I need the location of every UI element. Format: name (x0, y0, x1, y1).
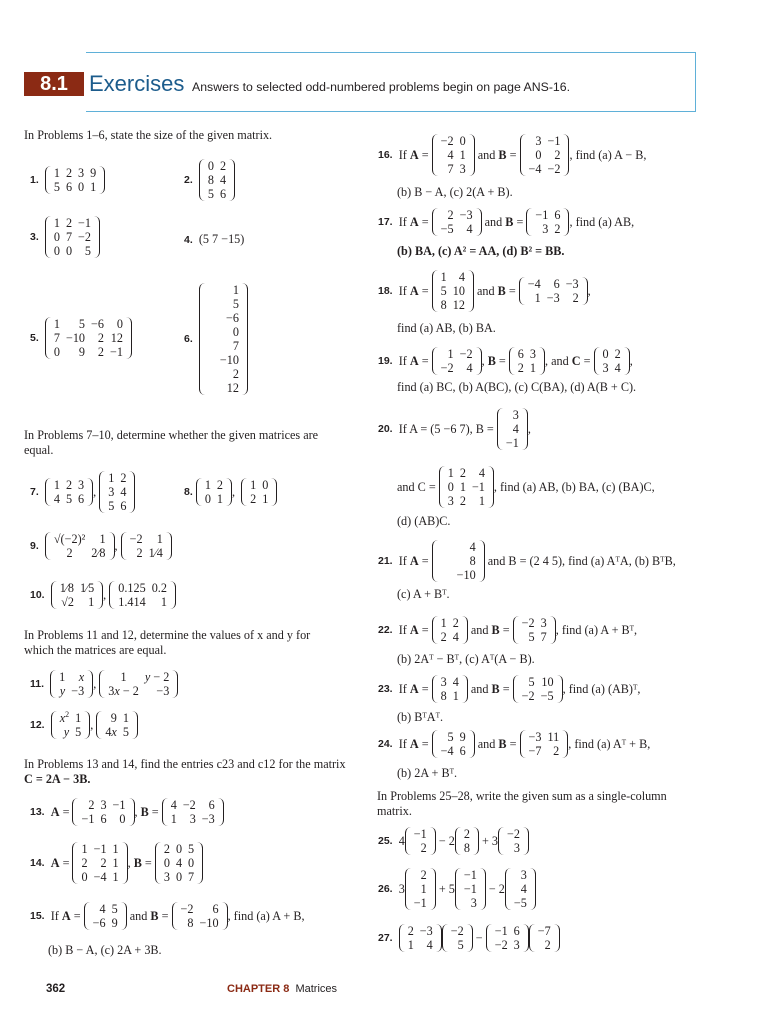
matrix: −3 11 −7 2 (520, 730, 569, 758)
matrix: 1 −2 −2 4 (432, 347, 482, 375)
matrix: 1 −1 1 2 2 1 0 −4 1 (72, 842, 127, 884)
intro-line: C = 2A − 3B. (24, 772, 91, 786)
matrix: 4 −2 6 1 3 −3 (162, 798, 224, 826)
intro-line: which the matrices are equal. (24, 643, 167, 657)
problem-number: 9. (30, 540, 39, 552)
matrix: −2 0 4 1 7 3 (432, 134, 475, 176)
matrix: 1 2 3 4 5 6 (45, 478, 93, 506)
matrix: 1 2 3 9 5 6 0 1 (45, 166, 105, 194)
matrix: 9 1 4x 5 (96, 711, 138, 739)
problem-text: , find (a) Aᵀ + B, (568, 737, 651, 751)
problem-19: 19. If A = 1 −2 −2 4 , B = 6 3 2 1 , and C = 0 2 3 4 , (378, 347, 633, 375)
matrix: −2 6 8 −10 (172, 902, 228, 930)
matrix: 1⁄8 1⁄5 √2 1 (51, 581, 103, 609)
problem-24: 24. If A = 5 9 −4 6 and B = −3 11 −7 2 , find (a) Aᵀ + B, (378, 730, 651, 758)
problem-number: 22. (378, 624, 393, 636)
matrix: −7 2 (529, 924, 560, 952)
problem-10: 10. 1⁄8 1⁄5 √2 1 , 0.125 0.2 1.414 1 (30, 578, 176, 612)
matrix: 2 −3 1 4 (399, 924, 442, 952)
intro-problems-11-12 (24, 628, 310, 658)
section-note: Answers to selected odd-numbered problems begin on page ANS-16. (192, 80, 571, 94)
problem-8: 8. 1 2 0 1 , 1 0 2 1 (184, 478, 277, 506)
matrix: −2 3 5 7 (513, 616, 556, 644)
matrix: 3 4 −1 (497, 408, 528, 450)
matrix: −2 1 2 1⁄4 (121, 532, 172, 560)
problem-17-parts: (b) BA, (c) A² = AA, (d) B² = BB. (397, 244, 565, 258)
problem-16-parts: (b) B − A, (c) 2(A + B). (397, 185, 513, 199)
problem-number: 5. (30, 332, 39, 344)
intro-line: In Problems 7–10, determine whether the given matrices are (24, 428, 319, 442)
problem-7: 7. 1 2 3 4 5 6 , 1 2 3 4 5 6 (30, 466, 135, 518)
problem-20: 20. If A = (5 −6 7), B = 3 4 −1 , (378, 408, 531, 450)
problem-24-parts: (b) 2A + Bᵀ. (397, 766, 458, 780)
problem-number: 8. (184, 486, 193, 498)
matrix: 4 5 −6 9 (84, 902, 127, 930)
page-number: 362 (46, 983, 66, 995)
row-matrix: (5 7 −15) (198, 232, 245, 246)
matrix: 3 4 −5 (505, 868, 536, 910)
matrix: −1 2 (405, 827, 436, 855)
intro-line: In Problems 11 and 12, determine the values of x and y for (24, 628, 311, 642)
problem-27: 27. 2 −3 1 4 −2 5 − −1 6 −2 3 −7 2 (378, 922, 560, 954)
matrix: 1 2 −1 0 7 −2 0 0 5 (45, 216, 100, 258)
problem-number: 13. (30, 806, 45, 818)
problem-number: 18. (378, 285, 393, 297)
problem-number: 17. (378, 216, 393, 228)
intro-line: In Problems 13 and 14, find the entries c23 and c12 for the matrix (24, 757, 346, 771)
matrix: 1 2 0 1 (196, 478, 232, 506)
matrix: 1 2 4 0 1 −1 3 2 1 (439, 466, 494, 508)
problem-17: 17. If A = 2 −3 −5 4 and B = −1 6 3 2 , find (a) AB, (378, 208, 635, 236)
matrix: −1 6 −2 3 (486, 924, 529, 952)
problem-3 (30, 214, 100, 260)
problem-20-parts: (d) (AB)C. (397, 514, 451, 528)
problem-19-parts: find (a) BC, (b) A(BC), (c) C(BA), (d) A(B + C). (397, 380, 637, 394)
problem-6 (184, 268, 248, 410)
matrix: 3 4 8 1 (432, 675, 468, 703)
intro-line: equal. (24, 443, 54, 457)
problem-text: , find (a) AB, (b) BA, (c) (BA)C, (493, 480, 655, 494)
matrix: 1 4 5 10 8 12 (432, 270, 474, 312)
matrix: 5 10 −2 −5 (513, 675, 563, 703)
intro-problems-13-14 (24, 757, 346, 787)
problem-1 (30, 166, 105, 194)
problem-22-parts: (b) 2Aᵀ − Bᵀ, (c) Aᵀ(A − B). (397, 652, 535, 666)
problem-number: 10. (30, 589, 45, 601)
matrix: 2 8 (455, 827, 479, 855)
problem-18-parts: find (a) AB, (b) BA. (397, 321, 496, 335)
problem-number: 3. (30, 231, 39, 243)
problem-number: 24. (378, 738, 393, 750)
matrix: $x^2$ 1 y 5 (51, 711, 91, 739)
matrix: 1 5 −6 0 7 −10 2 12 0 9 2 −1 (45, 317, 132, 359)
chapter-title: Matrices (295, 983, 338, 995)
problem-13: 13. A = 2 3 −1 −1 6 0 , B = 4 −2 6 1 3 −3 (30, 796, 224, 828)
problem-18: 18. If A = 1 4 5 10 8 12 and B = −4 6 −3 1 −3 2 , (378, 270, 591, 312)
matrix: 2 −3 −5 4 (432, 208, 482, 236)
problem-text: , find (a) A − B, (569, 148, 647, 162)
matrix: 6 3 2 1 (509, 347, 545, 375)
intro-problems-1-6: In Problems 1–6, state the size of the given matrix. (24, 128, 273, 142)
problem-23: 23. If A = 3 4 8 1 and B = 5 10 −2 −5 , find (a) (AB)ᵀ, (378, 675, 641, 703)
matrix: 1 2 3 4 5 6 (99, 471, 135, 513)
problem-23-parts: (b) BᵀAᵀ. (397, 710, 444, 724)
problem-text: and B = (2 4 5), find (a) AᵀA, (b) BᵀB, (487, 554, 676, 568)
matrix: 4 8 −10 (432, 540, 485, 582)
problem-number: 1. (30, 174, 39, 186)
intro-line: matrix. (377, 804, 412, 818)
problem-number: 6. (184, 333, 193, 345)
problem-21: 21. If A = 4 8 −10 and B = (2 4 5), find (a) AᵀA, (b) BᵀB, (378, 540, 676, 582)
problem-text: , find (a) (AB)ᵀ, (562, 682, 641, 696)
matrix: 5 9 −4 6 (432, 730, 475, 758)
problem-text: , find (a) A + B, (227, 909, 305, 923)
problem-number: 20. (378, 423, 393, 435)
matrix: −4 6 −3 1 −3 2 (519, 277, 588, 305)
matrix: 3 −1 0 2 −4 −2 (520, 134, 570, 176)
problem-15: 15. If A = 4 5 −6 9 and B = −2 6 8 −10 , find (a) A + B, (30, 902, 305, 930)
intro-problems-25-28 (377, 789, 667, 819)
chapter-footer (227, 983, 337, 995)
matrix: 0.125 0.2 1.414 1 (109, 581, 176, 609)
matrix: 1 5 −6 0 7 −10 2 12 (199, 283, 248, 395)
matrix: √(−2)² 1 2 2⁄8 (45, 532, 115, 560)
problem-26: 26. 3 2 1 −1 + 5 −1 −1 3 − 2 3 4 −5 (378, 864, 536, 914)
matrix: −2 5 (442, 924, 473, 952)
problem-number: 21. (378, 555, 393, 567)
problem-20-c (397, 462, 655, 512)
problem-number: 25. (378, 835, 393, 847)
matrix: 1 0 2 1 (241, 478, 277, 506)
matrix: −1 6 3 2 (526, 208, 569, 236)
problem-number: 15. (30, 910, 45, 922)
problem-2 (184, 152, 235, 208)
problem-number: 19. (378, 355, 393, 367)
problem-16: 16. If A = −2 0 4 1 7 3 and B = 3 −1 0 2 −4 −2 , find (a) A − B, (378, 134, 647, 176)
problem-11: 11. 1 x y −3 , 1 y − 2 3x − 2 −3 (30, 668, 178, 700)
section-title: Exercises (89, 71, 185, 96)
intro-line: In Problems 25–28, write the given sum as a single-column (377, 789, 667, 803)
matrix: 1 2 2 4 (432, 616, 468, 644)
problem-number: 2. (184, 174, 193, 186)
matrix: 2 3 −1 −1 6 0 (72, 798, 134, 826)
section-number: 8.1 (24, 72, 84, 96)
matrix: 1 y − 2 3x − 2 −3 (99, 670, 178, 698)
problem-9: 9. √(−2)² 1 2 2⁄8 , −2 1 2 1⁄4 (30, 530, 172, 562)
problem-number: 12. (30, 719, 45, 731)
matrix: 0 2 8 4 5 6 (199, 159, 235, 201)
problem-text: and C = (397, 480, 436, 494)
matrix: 2 0 5 0 4 0 3 0 7 (155, 842, 203, 884)
intro-problems-7-10 (24, 428, 318, 458)
problem-text: , find (a) A + Bᵀ, (555, 623, 638, 637)
problem-21-parts: (c) A + Bᵀ. (397, 587, 450, 601)
problem-number: 26. (378, 883, 393, 895)
matrix: 0 2 3 4 (594, 347, 630, 375)
problem-number: 23. (378, 683, 393, 695)
problem-4 (184, 232, 244, 247)
problem-number: 14. (30, 857, 45, 869)
problem-14: 14. A = 1 −1 1 2 2 1 0 −4 1 , B = 2 0 5 0 4 0 3 0 7 (30, 838, 203, 888)
chapter-label: CHAPTER 8 (227, 983, 290, 995)
matrix: −2 3 (498, 827, 529, 855)
problem-number: 7. (30, 486, 39, 498)
matrix: 1 x y −3 (50, 670, 93, 698)
problem-text: , find (a) AB, (569, 215, 635, 229)
problem-5 (30, 312, 132, 364)
problem-15-parts: (b) B − A, (c) 2A + 3B. (48, 943, 162, 957)
problem-number: 4. (184, 234, 193, 246)
matrix: −1 −1 3 (455, 868, 486, 910)
problem-number: 11. (30, 678, 45, 690)
problem-number: 27. (378, 932, 393, 944)
problem-text: If A = (5 −6 7), B = (398, 422, 494, 436)
problem-12: 12. $x^2$ 1 y 5 , 9 1 4x 5 (30, 708, 138, 742)
problem-22: 22. If A = 1 2 2 4 and B = −2 3 5 7 , find (a) A + Bᵀ, (378, 616, 638, 644)
problem-number: 16. (378, 149, 393, 161)
problem-25: 25. 4 −1 2 − 2 2 8 + 3 −2 3 (378, 825, 529, 857)
matrix: 2 1 −1 (405, 868, 436, 910)
